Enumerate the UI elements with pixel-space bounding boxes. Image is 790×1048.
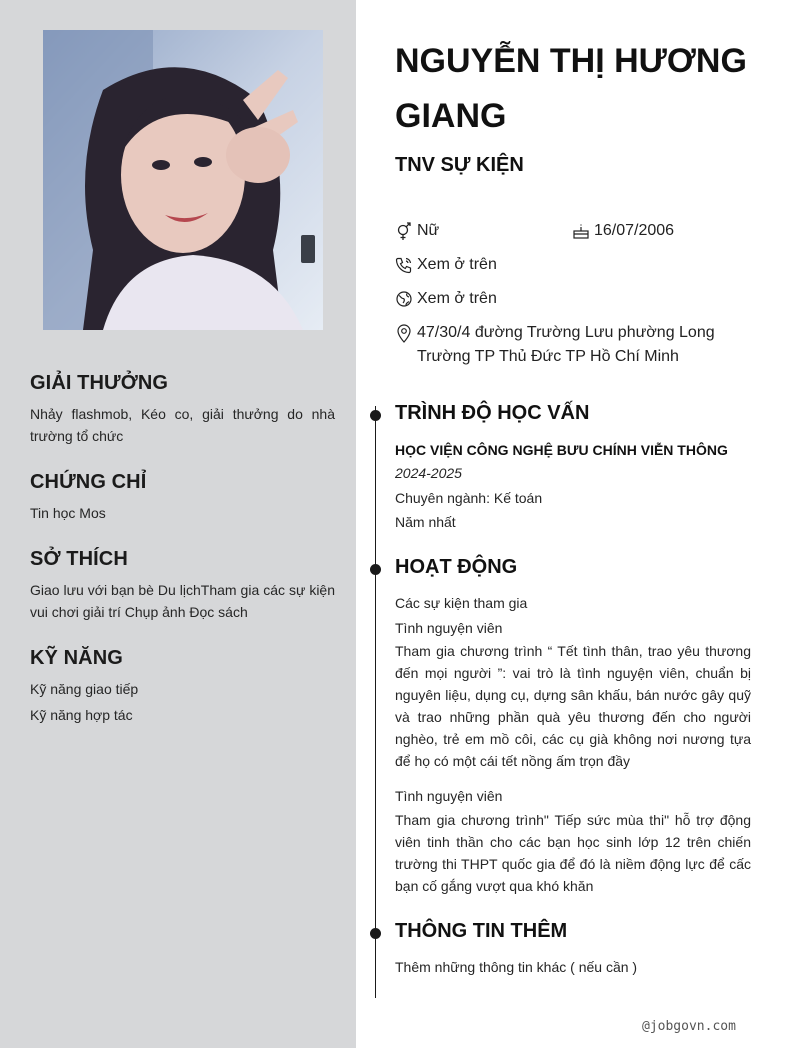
gender-row	[395, 219, 439, 243]
education-year: Năm nhất	[395, 514, 456, 530]
school-name: HỌC VIỆN CÔNG NGHỆ BƯU CHÍNH VIỄN THÔNG	[395, 442, 728, 458]
skill-item: Kỹ năng hợp tác	[30, 707, 133, 723]
certificates-section	[30, 471, 335, 524]
additional-text: Thêm những thông tin khác ( nếu cần )	[395, 959, 638, 975]
website-row	[395, 287, 497, 311]
certificates-text: Tin học Mos	[30, 505, 106, 521]
timeline-dot	[370, 564, 381, 575]
profile-photo-image	[43, 30, 323, 330]
timeline-line	[375, 406, 376, 998]
gender-icon	[395, 219, 417, 243]
birthdate-value: 16/07/2006	[594, 222, 675, 239]
website-value: Xem ở trên	[417, 290, 497, 307]
timeline-dot	[370, 410, 381, 421]
address-value: 47/30/4 đường Trường Lưu phường Long Trường TP Thủ Đức TP Hồ Chí Minh	[417, 324, 715, 365]
timeline-dot	[370, 928, 381, 939]
phone-icon	[395, 253, 417, 277]
activity-role: Tình nguyện viên	[395, 620, 503, 636]
awards-heading: GIẢI THƯỞNG	[30, 372, 169, 394]
phone-value: Xem ở trên	[417, 256, 497, 273]
awards-section	[30, 372, 335, 447]
activities-intro: Các sự kiện tham gia	[395, 595, 528, 611]
skills-heading: KỸ NĂNG	[30, 647, 123, 669]
address-row	[395, 321, 735, 369]
phone-row	[395, 253, 497, 277]
activity-description: Tham gia chương trình" Tiếp sức mùa thi" hỗ trợ động viên tinh thần cho các bạn học sinh lớp 12 trên chiến trường thi THPT quốc gia để đó là niềm động lực để cấc bạn cố gắng vượt qua khó khăn	[395, 812, 751, 894]
gender-value: Nữ	[417, 222, 440, 239]
full-name: NGUYỄN THỊ HƯƠNG GIANG	[395, 42, 747, 135]
cake-icon	[572, 219, 594, 243]
skills-section	[30, 647, 335, 728]
hobbies-heading: SỞ THÍCH	[30, 548, 128, 570]
watermark: @jobgovn.com	[642, 1019, 736, 1034]
activities-heading: HOẠT ĐỘNG	[395, 556, 518, 578]
hobbies-section	[30, 548, 335, 623]
education-heading: TRÌNH ĐỘ HỌC VẤN	[395, 402, 590, 424]
education-major: Chuyên ngành: Kế toán	[395, 490, 543, 506]
globe-icon	[395, 287, 417, 311]
map-pin-icon	[395, 321, 417, 345]
birthdate-row	[572, 219, 674, 243]
education-period: 2024-2025	[395, 465, 462, 481]
profile-photo	[43, 30, 323, 330]
hobbies-text: Giao lưu với bạn bè Du lịchTham gia các sự kiện vui chơi giải trí Chụp ảnh Đọc sách	[30, 582, 335, 620]
awards-text: Nhảy flashmob, Kéo co, giải thưởng do nhà trường tổ chức	[30, 406, 335, 444]
activity-description: Tham gia chương trình “ Tết tình thân, trao yêu thương đến mọi người ”: vai trò là tình nguyện viên, chuẩn bị nguyên liệu, dụng cụ, dựng sân khấu, bán nước gây quỹ và trao những phần quà yêu thương đến cho người nghèo, trẻ em mồ côi, các cụ già không nơi nương tựa để họ có một cái tết nồng ấm trọn đầy	[395, 643, 751, 769]
job-title: TNV SỰ KIỆN	[395, 154, 524, 176]
additional-heading: THÔNG TIN THÊM	[395, 920, 568, 942]
activity-role: Tình nguyện viên	[395, 788, 503, 804]
skill-item: Kỹ năng giao tiếp	[30, 681, 139, 697]
certificates-heading: CHỨNG CHỈ	[30, 471, 147, 493]
